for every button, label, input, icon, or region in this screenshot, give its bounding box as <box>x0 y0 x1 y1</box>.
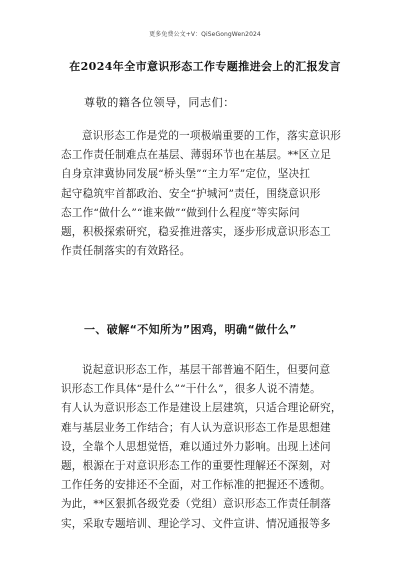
paragraph-line: 设，全靠个人思想觉悟，难以通过外力影响。出现上述问 <box>61 440 331 453</box>
paragraph-line: 识形态工作具体“是什么”“干什么”，很多人说不清楚。 <box>61 383 321 396</box>
header-watermark: 更多免费公文+V：QiSeGongWen2024 <box>149 31 261 38</box>
paragraph-line: 题，根源在于对意识形态工作的重要性理解还不深刻，对 <box>61 460 331 473</box>
paragraph-line: 意识形态工作是党的一项极端重要的工作，落实意识形 <box>82 130 342 142</box>
paragraph-line: 说起意识形态工作，基层干部普遍不陌生，但要问意 <box>82 364 331 376</box>
paragraph-line: 工作任务的安排还不全面，对工作标准的把握还不透彻。 <box>61 479 331 492</box>
paragraph-line: 态工作责任制难点在基层、薄弱环节也在基层。**区立足 <box>61 149 332 162</box>
salutation: 尊敬的籍各位领导，同志们： <box>84 96 235 109</box>
paragraph-line: 难与基层业务工作结合；有人认为意识形态工作是思想建 <box>61 421 331 434</box>
paragraph-section-1 <box>61 361 351 534</box>
paragraph-line: 为此，**区狠抓各级党委（党组）意识形态工作责任制落 <box>61 498 332 511</box>
paragraph-line: 自身京津冀协同发展“桥头堡”“主力军”定位，坚决扛 <box>61 168 311 181</box>
document-title: 在2024年全市意识形态工作专题推进会上的汇报发言 <box>69 60 341 73</box>
paragraph-intro <box>61 127 351 261</box>
section-heading: 一、破解“不知所为”困鸡，明确“做什么” <box>84 323 297 336</box>
paragraph-line: 题，积极探索研究，稳妥推进落实，逐步形成意识形态工 <box>61 226 331 239</box>
paragraph-line: 有人认为意识形态工作是建设上层建筑，只适合理论研究， <box>61 402 342 415</box>
paragraph-line: 起守稳筑牢首都政治、安全“护城河”责任，围绕意识形 <box>61 187 321 200</box>
paragraph-line: 作责任制落实的有效路径。 <box>61 245 191 258</box>
paragraph-line: 态工作“做什么”“谁来做”“做到什么程度”等实际问 <box>61 206 300 219</box>
paragraph-line: 实，采取专题培训、理论学习、文件宣讲、情况通报等多 <box>61 517 331 530</box>
